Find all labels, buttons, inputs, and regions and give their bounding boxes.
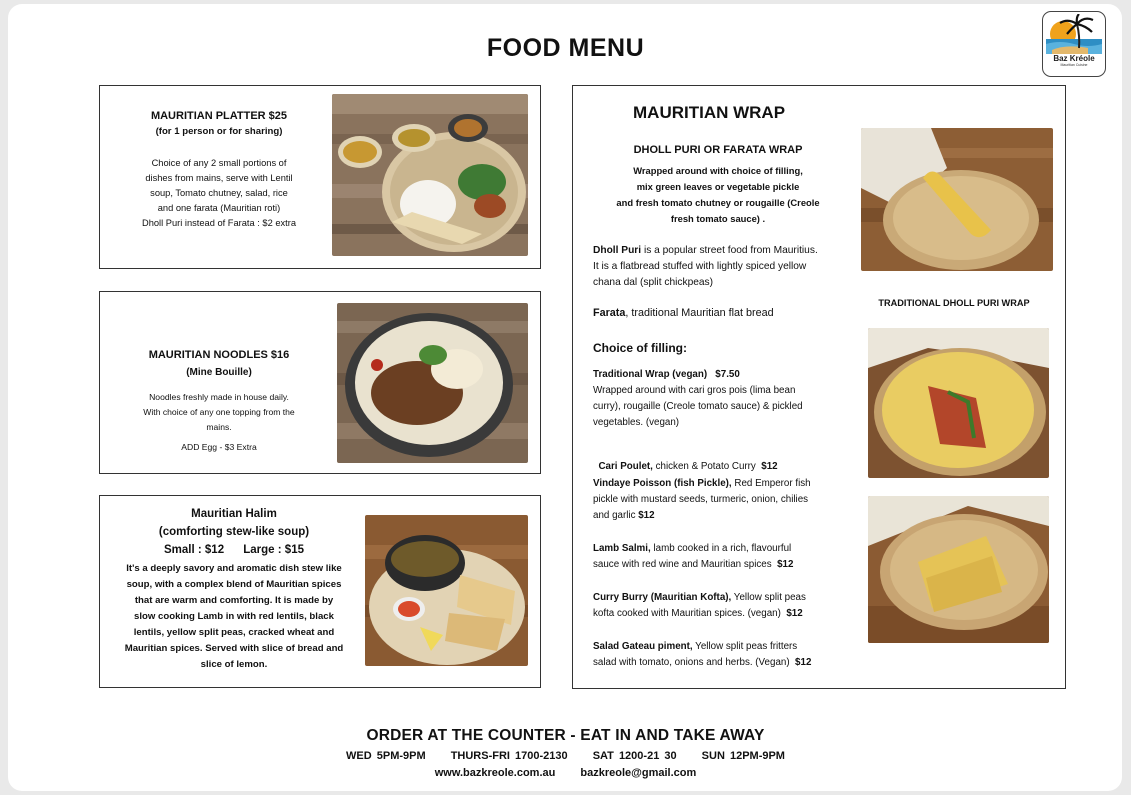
- filling-lamb-salmi-name: Lamb Salmi,: [593, 543, 651, 554]
- noodles-heading: MAURITIAN NOODLES $16: [148, 349, 290, 361]
- dholl-puri-line3: chana dal (split chickpeas): [593, 277, 714, 288]
- filling-cari-poulet-desc: chicken & Potato Curry: [652, 461, 762, 472]
- filling-salad-gateau-name: Salad Gateau piment,: [593, 641, 693, 652]
- noodles-desc-3: mains.: [206, 422, 232, 432]
- noodles-extra: ADD Egg - $3 Extra: [181, 442, 257, 452]
- wrap-intro-2: mix green leaves or vegetable pickle: [636, 181, 800, 192]
- wrap-photo-middle: [868, 328, 1049, 478]
- dholl-puri-line1: is a popular street food from Mauritius.: [641, 245, 818, 256]
- dholl-puri-line2: It is a flatbread stuffed with lightly spiced yellow: [593, 261, 807, 272]
- noodles-desc-2: With choice of any one topping from the: [143, 407, 295, 417]
- hours-thurs-fri: THURS-FRI 1700-2130: [450, 750, 568, 762]
- footer-email-link[interactable]: bazkreole@gmail.com: [580, 767, 697, 779]
- logo-subtitle: Mauritian Cuisine: [1060, 63, 1088, 67]
- halim-photo: [365, 515, 528, 666]
- halim-desc-1: It's a deeply savory and aromatic dish stew like: [126, 563, 342, 574]
- palm-tree-icon: [1046, 14, 1102, 54]
- platter-text: [110, 108, 328, 231]
- noodles-desc-1: Noodles freshly made in house daily.: [149, 392, 289, 402]
- halim-desc-5: lentils, yellow split peas, cracked wheat and: [133, 627, 335, 638]
- filling-traditional-line3: vegetables. (vegan): [593, 417, 680, 428]
- farata-text: , traditional Mauritian flat bread: [625, 307, 774, 319]
- wrap-heading: MAURITIAN WRAP: [633, 103, 786, 122]
- filling-salad-gateau: [593, 639, 843, 671]
- footer-website-link[interactable]: www.bazkreole.com.au: [434, 767, 556, 779]
- halim-subheading: (comforting stew-like soup): [158, 526, 310, 538]
- platter-desc-2: dishes from mains, serve with Lentil: [145, 173, 293, 183]
- halim-prices: Small : $12 Large : $15: [164, 544, 304, 556]
- halim-text: [108, 505, 360, 673]
- filling-vindaye-price: $12: [638, 510, 655, 521]
- halim-desc-4: slow cooking Lamb in with red lentils, black: [134, 611, 334, 622]
- filling-vindaye-name: Vindaye Poisson (fish Pickle),: [593, 478, 732, 489]
- filling-curry-burry: [593, 590, 843, 622]
- halim-desc-3: that are warm and comforting. It is made by: [134, 595, 334, 606]
- platter-desc-1: Choice of any 2 small portions of: [151, 158, 287, 168]
- platter-subheading: (for 1 person or for sharing): [155, 126, 283, 137]
- footer-order-info: ORDER AT THE COUNTER - EAT IN AND TAKE AWAY: [366, 727, 765, 744]
- filling-salad-gateau-line2: salad with tomato, onions and herbs. (Vegan): [593, 657, 796, 668]
- filling-traditional-line1: Wrapped around with cari gros pois (lima bean: [593, 385, 796, 396]
- filling-curry-burry-line2: kofta cooked with Mauritian spices. (vegan): [593, 608, 787, 619]
- page-title: FOOD MENU: [486, 34, 645, 62]
- filling-traditional-name: Traditional Wrap (vegan) $7.50: [593, 369, 740, 380]
- footer-contact: [0, 767, 1131, 779]
- logo-name: Baz Kréole: [1053, 54, 1095, 63]
- wrap-photo-caption: TRADITIONAL DHOLL PURI WRAP: [878, 298, 1030, 308]
- filling-lamb-salmi-line2: sauce with red wine and Mauritian spices: [593, 559, 778, 570]
- filling-curry-burry-line1: Yellow split peas: [731, 592, 806, 603]
- filling-lamb-salmi-line1: lamb cooked in a rich, flavourful: [650, 543, 792, 554]
- wrap-intro: [590, 142, 846, 227]
- dholl-puri-name: Dholl Puri: [593, 245, 642, 256]
- platter-desc-4: and one farata (Mauritian roti): [157, 203, 281, 213]
- filling-vindaye-line1: Red Emperor fish: [731, 478, 811, 489]
- noodles-text: [110, 347, 328, 455]
- halim-desc-6: Mauritian spices. Served with slice of bread and: [124, 643, 344, 654]
- filling-cari-poulet: [593, 443, 843, 475]
- filling-cari-poulet-name: Cari Poulet,: [598, 461, 653, 472]
- filling-lamb-salmi: [593, 541, 843, 573]
- wrap-intro-4: fresh tomato sauce) .: [670, 213, 766, 224]
- hours-sun: SUN 12PM-9PM: [701, 750, 785, 762]
- halim-heading: Mauritian Halim: [191, 508, 277, 520]
- wrap-photo-top: [861, 128, 1053, 271]
- halim-desc-7: slice of lemon.: [200, 659, 268, 670]
- wrap-subheading: DHOLL PURI OR FARATA WRAP: [633, 144, 803, 156]
- platter-desc-3: soup, Tomato chutney, salad, rice: [150, 188, 288, 198]
- noodles-subheading: (Mine Bouille): [186, 367, 252, 378]
- platter-photo: [332, 94, 528, 256]
- wrap-photo-bottom: [868, 496, 1049, 643]
- filling-vindaye: [593, 476, 843, 524]
- filling-cari-poulet-price: $12: [761, 461, 778, 472]
- wrap-intro-3: and fresh tomato chutney or rougaille (Creole: [616, 197, 820, 208]
- hours-sat: SAT 1200-21 30: [592, 750, 677, 762]
- filling-traditional: [593, 367, 843, 431]
- filling-curry-burry-name: Curry Burry (Mauritian Kofta),: [593, 592, 732, 603]
- filling-vindaye-line3: and garlic: [593, 510, 639, 521]
- platter-heading: MAURITIAN PLATTER $25: [150, 110, 288, 122]
- brand-logo: [1042, 11, 1106, 77]
- filling-heading: Choice of filling:: [593, 341, 687, 355]
- filling-vindaye-line2: pickle with mustard seeds, turmeric, onion, chilies: [593, 494, 809, 505]
- wrap-intro-1: Wrapped around with choice of filling,: [633, 165, 803, 176]
- filling-traditional-line2: curry), rougaille (Creole tomato sauce) & pickled: [593, 401, 803, 412]
- hours-wed: WED 5PM-9PM: [346, 750, 426, 762]
- farata-desc: [593, 305, 843, 321]
- filling-curry-burry-price: $12: [786, 608, 803, 619]
- farata-name: Farata: [593, 307, 626, 319]
- filling-salad-gateau-line1: Yellow split peas fritters: [692, 641, 798, 652]
- dholl-puri-desc: [593, 243, 843, 291]
- platter-desc-5: Dholl Puri instead of Farata : $2 extra: [142, 218, 296, 228]
- halim-desc-2: soup, with a complex blend of Mauritian spices: [126, 579, 342, 590]
- filling-salad-gateau-price: $12: [795, 657, 812, 668]
- footer-hours: [0, 750, 1131, 762]
- noodles-photo: [337, 303, 528, 463]
- filling-lamb-salmi-price: $12: [777, 559, 794, 570]
